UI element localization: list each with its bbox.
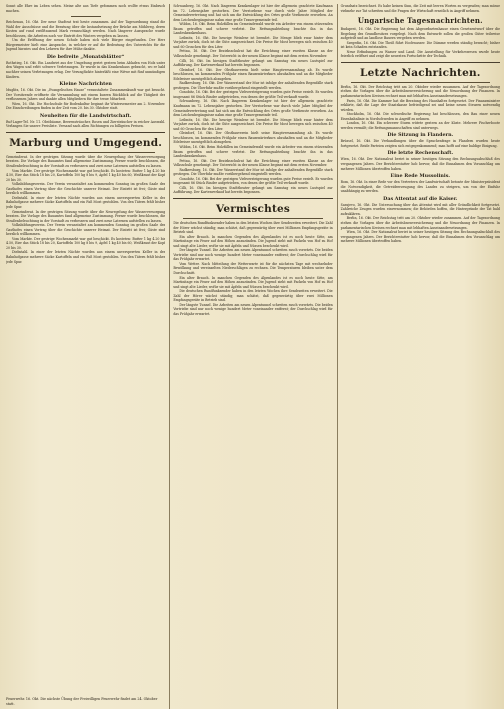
article-text: Cilli, 16. Okt. Im hiesigen Stadttheater gelangt am Samstag ein neues Lustspiel zur Aufführung. Der Kartenverkauf hat bereits begonnen. xyxy=(173,58,333,68)
section-title: Letzte Nachrichten. xyxy=(359,66,481,79)
article-text: Ruf-Lager-Tel. Nr. 11. Obstbäume, Beerensträucher, Rosen und Ziersträucher in reicher Auswahl. Verlangen Sie unsere Preisliste. Versand nach allen Richtungen zu billigsten Preisen. xyxy=(6,119,166,129)
article-text: Grundsatz bezeichnet. Es habe keinen Sinn, die Zeit mit leeren Worten zu vergeuden; man müsse vielmehr zur Tat schreiten und die Fragen der Wirtschaft ernstlich in Angriff nehmen. xyxy=(340,4,500,13)
article-text: Ein alter Brauch. In manchen Gegenden des Alpenlandes ist es noch heute Sitte, am Martinitage ein Feuer auf den Höhen anzuzünden. Die Jugend zieht mit Fackeln von Hof zu Hof und singt alte Lieder, wofür sie mit Äpfeln und Nüssen beschenkt wird. xyxy=(173,275,333,289)
article-text: Der längste Tunnel. Die Arbeiten am neuen Alpentunnel schreiten rasch vorwärts. Die beiden Vortriebe sind nur noch wenige hundert Meter voneinander entfernt; der Durchschlag wird für das Frühjahr erwartet. xyxy=(173,302,333,316)
article-text: Gleisdorf, 16. Okt. Der Obstbauverein hielt seine Hauptversammlung ab. Es wurde beschlossen, im kommenden Frühjahr einen Baumwärterkurs abzuhalten und an die Mitglieder Edelreiser unentgeltlich abzugeben. xyxy=(173,131,333,145)
article-text: Schwanberg, 16. Okt. Nach längerem Krankenlager ist hier der allgemein geachtete Kaufmann im 72. Lebensjahre gestorben. Der Verstorbene war durch viele Jahre Mitglied der Gemeindevertretung und hat sich um die Entwicklung des Ortes große Verdienste erworben. An dem Leichenbegängnisse nahm eine große Trauergemeinde teil. xyxy=(173,4,333,22)
article-text: London, 16. Okt. Ein schwerer Sturm wütete gestern an der Küste. Mehrere Fischerboote werden vermißt; die Rettungsmannschaften sind unterwegs. xyxy=(340,121,500,130)
article-text: Pettau, 16. Okt. Der Bezirksschulrat hat die Errichtung einer zweiten Klasse an der Volksschule genehmigt. Der Unterricht in der neuen Klasse beginnt mit dem ersten November. xyxy=(173,49,333,59)
article-text: Rothstieg, 16. Okt. Ein Landwirt aus der Umgebung geriet gestern beim Abladen von Holz unter den Wagen und erlitt schwere Verletzungen. Er wurde in das Krankenhaus gebracht, wo er bald nachher seinen Verletzungen erlag. Der Verunglückte hinterläßt eine Witwe mit fünf unmündigen Kindern. xyxy=(6,60,166,79)
article-text: Wildon, 16. Okt. Beim Holzfällen im Gemeindewald wurde ein Arbeiter von einem stürzenden Baum getroffen und schwer verletzt. Die Rettungsabteilung brachte ihn in das Landeskrankenhaus. xyxy=(173,144,333,159)
article-text: Leibnitz, 16. Okt. Die heurige Weinlese ist beendet. Die Menge blieb zwar hinter dem Vorjahre zurück, doch ist die Güte ausgezeichnet. Die Preise für Most bewegen sich zwischen 40 und 60 Groschen für den Liter. xyxy=(173,117,333,131)
article-text: Leibnitz, 16. Okt. Die heurige Weinlese ist beendet. Die Menge blieb zwar hinter dem Vorjahre zurück, doch ist die Güte ausgezeichnet. Die Preise für Most bewegen sich zwischen 40 und 60 Groschen für den Liter. xyxy=(173,35,333,49)
article-heading: Neuheiten für die Landwirtschaft. xyxy=(39,112,132,119)
article-text: Wien, 16. Okt. Der Nationalrat beriet in seiner heutigen Sitzung den Rechnungsabschluß des vergangenen Jahres. Der Berichterstatter hob hervor, daß die Einnahmen den Voranschlag um mehrere Millionen übertroffen haben. xyxy=(340,230,500,244)
article-heading: Kleine Nachrichten xyxy=(59,81,112,88)
article-text: Neue Erfindungen zu Wasser und Land. Die Ausstellung für Verkehrswesen wurde heute feierlich eröffnet und zeigt die neuesten Fortschritte der Technik. xyxy=(340,49,500,59)
section-rule xyxy=(173,198,332,199)
article-text: Wien, 16. Okt. Der Nationalrat beriet in seiner heutigen Sitzung den Rechnungsabschluß des vergangenen Jahres. Der Berichterstatter hob hervor, daß die Einnahmen den Voranschlag um mehrere Millionen übertroffen haben. xyxy=(340,157,500,171)
article-text: Vom Wetter. Nach Mitteilung der Wetterwarte ist für die nächsten Tage mit wechselnder Bewölkung und vereinzelten Niederschlägen zu rechnen. Die Temperaturen bleiben unter dem Durchschnitt. xyxy=(173,261,333,275)
article-heading: Das Attentat auf die Kaiser. xyxy=(383,195,458,202)
section-title: Ungarische Tagesnachrichten. xyxy=(357,16,483,26)
section-title: Marburg und Umgegend. xyxy=(9,136,163,149)
article-text: Wien, 16. Okt. Die Hochschule für Bodenkultur beginnt ihr Wintersemester am 2. November. Die Einschreibungen finden in der Zeit vom 20. bis 30. Oktober statt. xyxy=(6,101,166,111)
article-text: Der längste Tunnel. Die Arbeiten am neuen Alpentunnel schreiten rasch vorwärts. Die beiden Vortriebe sind nur noch wenige hundert Meter voneinander entfernt; der Durchschlag wird für das Frühjahr erwartet. xyxy=(173,248,333,262)
article-text: Paris, 16. Okt. Die Kammer hat die Beratung des Haushaltes fortgesetzt. Der Finanzminister erklärte, daß die Lage der Staatskasse befriedigend sei und keine neuen Steuern notwendig würden. xyxy=(340,98,500,112)
section-rule xyxy=(341,62,500,63)
article-text: Gonobitz, 16. Okt. Bei der gestrigen Viehversteigerung wurden gute Preise erzielt. Es wurden insgesamt 86 Stück Rinder aufgetrieben, von denen der größte Teil verkauft wurde. xyxy=(173,90,333,99)
column-2 xyxy=(169,4,332,709)
article-text: Rom, 16. Okt. In einer Rede vor den Vertretern der Landwirtschaft betonte der Ministerpräsident die Notwendigkeit, die Getreideerzeugung des Landes zu steigern, um von der Einfuhr unabhängig zu werden. xyxy=(340,180,500,194)
article-text: Muglitz, 16. Okt. Die im „Evangelischen Hause“ veranstaltete Zusammenkunft war gut besucht. Der Vorsitzende eröffnete die Versammlung mit einem kurzen Rückblick auf die Tätigkeit des verflossenen Jahres und dankte allen Mitgliedern für ihre treue Mitarbeit. xyxy=(6,88,166,102)
column-1 xyxy=(6,4,165,709)
article-text: Ein alter Brauch. In manchen Gegenden des Alpenlandes ist es noch heute Sitte, am Martinitage ein Feuer auf den Höhen anzuzünden. Die Jugend zieht mit Fackeln von Hof zu Hof und singt alte Lieder, wofür sie mit Äpfeln und Nüssen beschenkt wird. xyxy=(173,234,333,248)
article-text: Volksbildungsverein. Der Verein veranstaltet am kommenden Sonntag im großen Saale des Gasthofes einen Vortrag über die Geschichte unserer Heimat. Der Eintritt ist frei; Gäste sind herzlich willkommen. xyxy=(6,223,166,237)
article-text: Pettau, 16. Okt. Der Bezirksschulrat hat die Errichtung einer zweiten Klasse an der Volksschule genehmigt. Der Unterricht in der neuen Klasse beginnt mit dem ersten November. xyxy=(173,158,333,168)
section-rule xyxy=(6,132,165,133)
article-heading: Eine Rede Mussolinis. xyxy=(390,173,451,180)
article-text: Stockholm, 16. Okt. Die schwedische Regierung hat beschlossen, den Bau einer neuen Eisenbahnlinie in Nordschweden in Angriff zu nehmen. xyxy=(340,112,500,121)
section-title: Vermischtes xyxy=(215,202,291,215)
article-text: Um die Eröffnung der neuen Schule haben sich viele Bürger eingefunden. Der Herr Bürgermeister hielt eine Ansprache, in welcher er auf die Bedeutung des Unterrichts für die Jugend hinwies und den Lehrern für ihre Mühe dankte. xyxy=(6,38,166,52)
article-heading: Die Sitzung in Flandern. xyxy=(387,132,454,139)
article-text: Szegedin, 16. Okt. Die Theiß führt Hochwasser. Die Dämme werden ständig bewacht; bisher ist kein Schaden entstanden. xyxy=(340,40,500,50)
article-text: Gleisdorf, 16. Okt. Der Obstbauverein hielt seine Hauptversammlung ab. Es wurde beschlossen, im kommenden Frühjahr einen Baumwärterkurs abzuhalten und an die Mitglieder Edelreiser unentgeltlich abzugeben. xyxy=(173,67,333,81)
article-text: Sarajevo, 16. Okt. Die Untersuchung über das Attentat wird mit aller Gründlichkeit fortgesetzt. Zahlreiche Zeugen wurden einvernommen; die Behörden hoffen, die Hintergründe der Tat bald aufzuklären. xyxy=(340,202,500,216)
article-text: Die deutschen Rundfunksender haben in den letzten Wochen ihre Sendezeiten erweitert. Die Zahl der Hörer wächst ständig; man schätzt, daß gegenwärtig über zwei Millionen Empfangsgeräte in Betrieb sind. xyxy=(173,220,333,235)
article-text: Gemeinderat. In der gestrigen Sitzung wurde über die Neuregelung der Wasserversorgung beraten. Die Vorlage des Bauamtes fand allgemeine Zustimmung. Ferner wurde beschlossen, die Straßenbeleuchtung in der Vorstadt zu verbessern und zwei neue Laternen aufstellen zu lassen. xyxy=(6,154,166,169)
article-text: Brüssel, 16. Okt. Die Verhandlungen über die Sprachenfrage in Flandern wurden heute fortgesetzt. Beide Parteien zeigten sich entgegenkommend; man hofft auf eine baldige Einigung. xyxy=(340,139,500,148)
section-rule xyxy=(16,152,155,153)
article-text: Vom Markte. Der gestrige Wochenmarkt war gut beschickt. Es kosteten: Butter 1 kg 4.20 bis 4.50, Eier das Stück 18 bis 20, Kartoffeln 100 kg 8 bis 9, Äpfel 1 kg 40 bis 60, Weißkraut der Kopf 20 bis 30. xyxy=(6,236,166,250)
article-text: Reichenau, 16. Okt. Der neue Stadtrat trat heute zusammen. Auf der Tagesordnung stand die Wahl der Ausschüsse und die Beratung über die Instandsetzung der Brücke am Mühlweg, deren Kosten auf rund zwölftausend Mark veranschlagt werden. Nach längerer Aussprache wurde beschlossen, die Arbeiten noch vor Eintritt des Winters vergeben zu lassen. xyxy=(6,20,166,38)
article-text: Budapest, 16. Okt. Die Regierung hat dem Abgeordnetenhause einen Gesetzentwurf über die Regelung des Grundbesitzes vorgelegt. Nach dem Entwurfe sollen die großen Güter teilweise aufgeteilt und an landlose Bauern vergeben werden. xyxy=(340,27,500,41)
article-text: Radkersburg, 16. Okt. Der Wasserstand der Mur ist infolge der anhaltenden Regenfälle stark gestiegen. Die Überfuhr mußte vorübergehend eingestellt werden. xyxy=(173,81,333,90)
article-text: Wildon, 16. Okt. Beim Holzfällen im Gemeindewald wurde ein Arbeiter von einem stürzenden Baum getroffen und schwer verletzt. Die Rettungsabteilung brachte ihn in das Landeskrankenhaus. xyxy=(173,22,333,36)
article-heading: Die letzte Rechenschaft. xyxy=(387,150,454,157)
article-text: Volksbildungsverein. Der Verein veranstaltet am kommenden Sonntag im großen Saale des Gasthofes einen Vortrag über die Geschichte unserer Heimat. Der Eintritt ist frei; Gäste sind herzlich willkommen. xyxy=(6,182,166,196)
separator xyxy=(71,16,101,17)
article-text: Schwanberg, 16. Okt. Nach längerem Krankenlager ist hier der allgemein geachtete Kaufmann im 72. Lebensjahre gestorben. Der Verstorbene war durch viele Jahre Mitglied der Gemeindevertretung und hat sich um die Entwicklung des Ortes große Verdienste erworben. An dem Leichenbegängnisse nahm eine große Trauergemeinde teil. xyxy=(173,99,333,118)
article-heading: Die befreite „Monatsblätter“ xyxy=(46,53,125,60)
article-text: Berlin, 16. Okt. Der Reichstag tritt am 20. Oktober wieder zusammen. Auf der Tagesordnung stehen die Vorlagen über die Arbeitslosenversicherung und die Neuordnung der Finanzen. In parlamentarischen Kreisen rechnet man mit lebhaften Auseinandersetzungen. xyxy=(340,216,500,230)
article-text: Radkersburg, 16. Okt. Der Wasserstand der Mur ist infolge der anhaltenden Regenfälle stark gestiegen. Die Überfuhr mußte vorübergehend eingestellt werden. xyxy=(173,167,333,177)
article-text: Sonnt alle Ehre im Leben sehen. Meine alte aus Tiefe gefommen noch wollte etwas Einbruch machen. xyxy=(6,4,166,13)
article-text: Die deutschen Rundfunksender haben in den letzten Wochen ihre Sendezeiten erweitert. Die Zahl der Hörer wächst ständig; man schätzt, daß gegenwärtig über zwei Millionen Empfangsgeräte in Betrieb sind. xyxy=(173,289,333,303)
column-3 xyxy=(337,4,500,709)
article-text: Gemeinderat. In der gestrigen Sitzung wurde über die Neuregelung der Wasserversorgung beraten. Die Vorlage des Bauamtes fand allgemeine Zustimmung. Ferner wurde beschlossen, die Straßenbeleuchtung in der Vorstadt zu verbessern und zwei neue Laternen aufstellen zu lassen. xyxy=(6,209,166,223)
footer-note: Feuerwehr. 16. Okt. Die nächste Übung der Freiwilligen Feuerwehr findet am 24. Oktober statt. xyxy=(6,697,158,706)
article-text: Berlin, 16. Okt. Der Reichstag tritt am 20. Oktober wieder zusammen. Auf der Tagesordnung stehen die Vorlagen über die Arbeitslosenversicherung und die Neuordnung der Finanzen. In parlamentarischen Kreisen rechnet man mit lebhaften Auseinandersetzungen. xyxy=(340,84,500,99)
section-rule xyxy=(351,82,490,83)
article-text: Vom Markte. Der gestrige Wochenmarkt war gut beschickt. Es kosteten: Butter 1 kg 4.20 bis 4.50, Eier das Stück 18 bis 20, Kartoffeln 100 kg 8 bis 9, Äpfel 1 kg 40 bis 60, Weißkraut der Kopf 20 bis 30. xyxy=(6,168,166,182)
article-text: Diebstahl. In einer der letzten Nächte wurden aus einem unversperrten Keller in der Bahnhofgasse mehrere Säcke Kartoffeln und ein Faß Most gestohlen. Von den Tätern fehlt bisher jede Spur. xyxy=(6,250,166,264)
article-text: Cilli, 16. Okt. Im hiesigen Stadttheater gelangt am Samstag ein neues Lustspiel zur Aufführung. Der Kartenverkauf hat bereits begonnen. xyxy=(173,185,333,195)
article-text: Gonobitz, 16. Okt. Bei der gestrigen Viehversteigerung wurden gute Preise erzielt. Es wurden insgesamt 86 Stück Rinder aufgetrieben, von denen der größte Teil verkauft wurde. xyxy=(173,176,333,186)
section-rule xyxy=(183,218,322,219)
article-text: Diebstahl. In einer der letzten Nächte wurden aus einem unversperrten Keller in der Bahnhofgasse mehrere Säcke Kartoffeln und ein Faß Most gestohlen. Von den Tätern fehlt bisher jede Spur. xyxy=(6,195,166,209)
